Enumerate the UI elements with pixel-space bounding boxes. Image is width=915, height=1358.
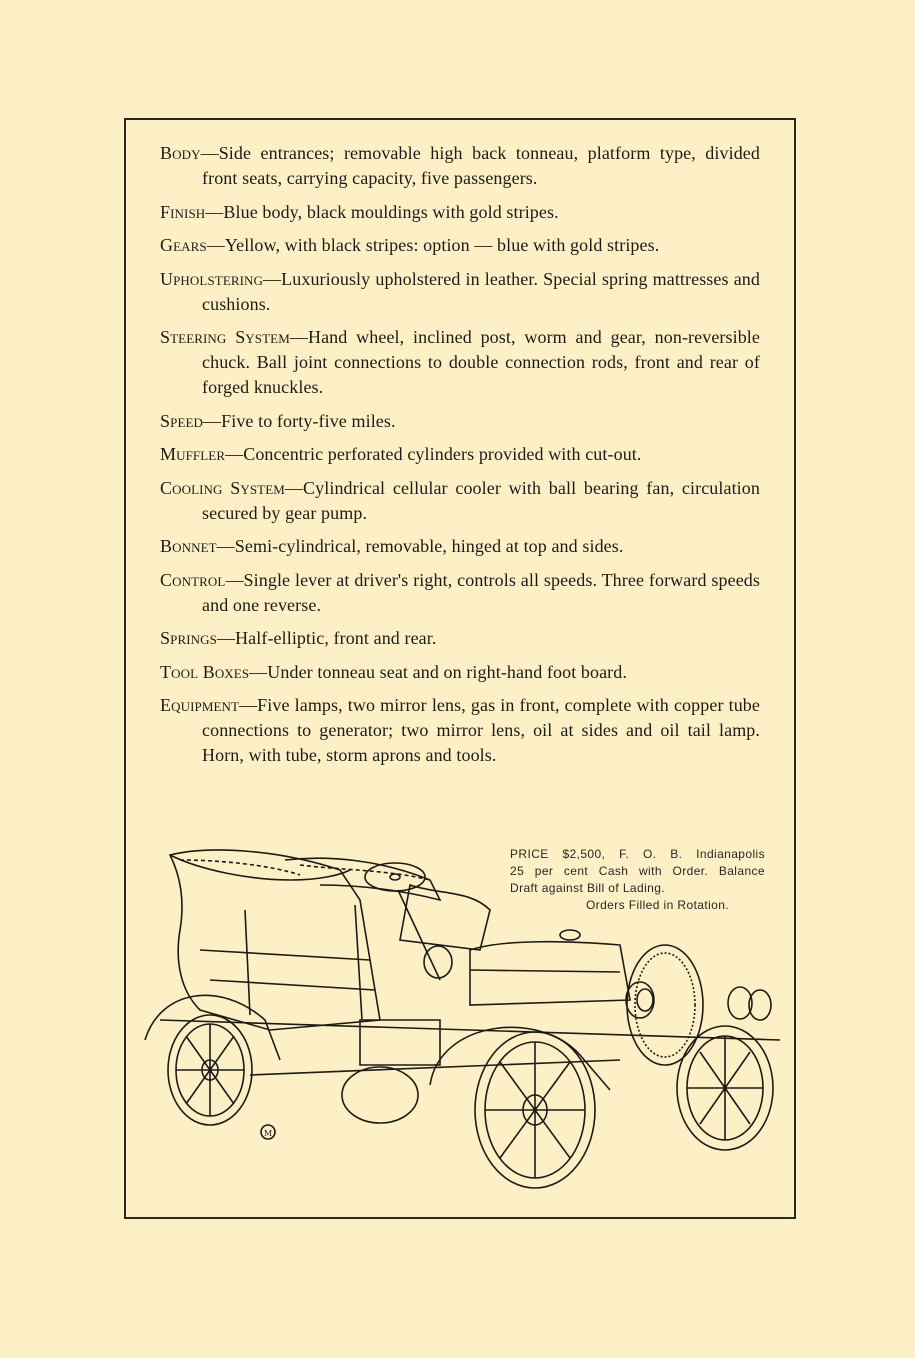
spec-description: Single lever at driver's right, controls all speeds. Three forward speeds and one reverse. xyxy=(202,569,760,615)
spec-entry xyxy=(160,660,760,685)
dash: — xyxy=(206,235,225,255)
spec-description: Concentric perforated cylinders provided with cut-out. xyxy=(243,444,642,464)
dash: — xyxy=(263,268,282,289)
spec-description: Hand wheel, inclined post, worm and gear, non-reversible chuck. Ball joint connections to double connection rods, front and rear of forged knuckles. xyxy=(202,327,761,397)
price-line: PRICE $2,500, F. O. B. Indianapolis xyxy=(510,847,765,861)
dash: — xyxy=(203,410,222,431)
specifications-list xyxy=(160,141,760,777)
spec-entry xyxy=(160,568,760,618)
touring-car-illustration xyxy=(140,840,790,1210)
dash: — xyxy=(216,536,235,556)
dash: — xyxy=(289,327,308,347)
spec-description: Side entrances; removable high back tonneau, platform type, divided front seats, carrying capacity, five passengers. xyxy=(202,143,760,188)
spec-description: Cylindrical cellular cooler with ball bearing fan, circulation secured by gear pump. xyxy=(202,477,760,523)
spec-description: Yellow, with black stripes: option — blue with gold stripes. xyxy=(224,235,660,255)
dash: — xyxy=(284,477,304,498)
spec-term: Speed xyxy=(160,410,204,431)
spec-description: Five to forty-five miles. xyxy=(221,410,396,431)
spec-term: Springs xyxy=(160,628,217,648)
spec-term: Equipment xyxy=(160,695,240,715)
spec-entry xyxy=(160,200,760,225)
spec-entry xyxy=(160,476,760,526)
spec-term: Steering System xyxy=(160,327,290,347)
spec-description: Five lamps, two mirror lens, gas in front, complete with copper tube connections to generator; two mirror lens, oil at sides and oil tail lamp. Horn, with tube, storm aprons and tools. xyxy=(202,695,760,765)
spec-description: Half-elliptic, front and rear. xyxy=(235,628,437,648)
spec-term: Tool Boxes xyxy=(160,661,250,682)
spec-entry xyxy=(160,267,760,317)
spec-term: Finish xyxy=(160,201,206,222)
front-wheel-near xyxy=(475,1032,595,1188)
dash: — xyxy=(249,661,268,682)
spec-term: Muffler xyxy=(160,444,226,464)
spec-description: Under tonneau seat and on right-hand foot board. xyxy=(267,661,627,682)
dash: — xyxy=(200,143,219,163)
dash: — xyxy=(225,444,244,464)
spec-entry xyxy=(160,534,760,559)
spec-term: Control xyxy=(160,569,226,590)
spec-entry xyxy=(160,233,760,258)
spec-description: Luxuriously upholstered in leather. Special spring mattresses and cushions. xyxy=(202,268,760,314)
spec-term: Gears xyxy=(160,235,207,255)
spec-term: Body xyxy=(160,143,201,163)
dash: — xyxy=(225,569,244,590)
spec-entry xyxy=(160,409,760,434)
spec-entry xyxy=(160,442,760,467)
dash: — xyxy=(239,695,258,715)
spec-description: Semi-cylindrical, removable, hinged at top and sides. xyxy=(234,536,624,556)
monogram: M xyxy=(264,1129,273,1138)
spec-term: Bonnet xyxy=(160,536,217,556)
dash: — xyxy=(205,201,224,222)
spec-entry xyxy=(160,141,760,191)
orders-note: Orders Filled in Rotation. xyxy=(585,898,730,912)
spec-entry xyxy=(160,325,760,400)
payment-terms: 25 per cent Cash with Order. Balance xyxy=(510,864,765,878)
spec-description: Blue body, black mouldings with gold stripes. xyxy=(223,201,559,222)
spec-entry xyxy=(160,626,760,651)
spec-entry xyxy=(160,693,760,768)
spec-term: Cooling System xyxy=(160,477,285,498)
dash: — xyxy=(216,628,236,648)
front-wheel-far xyxy=(677,1026,773,1150)
rear-wheel xyxy=(168,1015,252,1125)
spec-term: Upholstering xyxy=(160,268,264,289)
payment-terms-cont: Draft against Bill of Lading. xyxy=(510,881,666,895)
